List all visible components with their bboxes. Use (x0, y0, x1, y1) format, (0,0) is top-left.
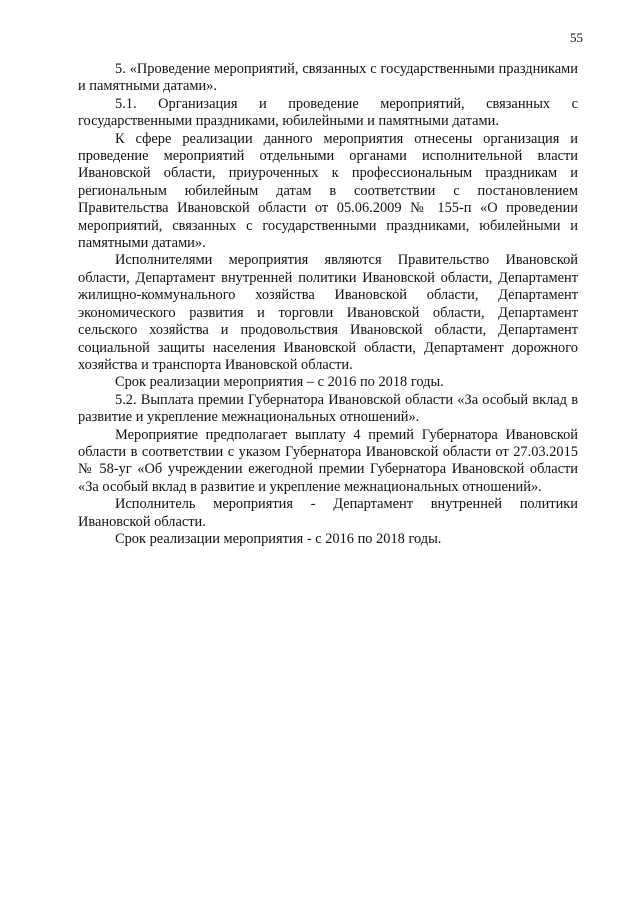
paragraph-executors: Исполнителями мероприятия являются Правительство Ивановской области, Департамент внутренней политики Ивановской области, Департамент жилищно-коммунального хозяйства Ивановской области, Департамент экономического развития и торговли Ивановской области, Департамент сельского хозяйства и продовольствия Ивановской области, Департамент социальной защиты населения Ивановской области, Департамент дорожного хозяйства и транспорта Ивановской области. (78, 252, 578, 373)
document-body (78, 61, 578, 548)
paragraph-term-2: Срок реализации мероприятия - с 2016 по 2018 годы. (115, 530, 442, 547)
paragraph-term-1: Срок реализации мероприятия – с 2016 по 2018 годы. (115, 374, 444, 391)
section-5-heading: 5. «Проведение мероприятий, связанных с государственными праздниками и памятными датами». (78, 61, 578, 95)
subsection-5-2-heading: 5.2. Выплата премии Губернатора Ивановской области «За особый вклад в развитие и укрепление межнациональных отношений». (78, 391, 578, 426)
subsection-5-1-heading: 5.1. Организация и проведение мероприятий, связанных с государственными праздниками, юбилейными и памятными датами. (78, 95, 578, 130)
paragraph-scope: К сфере реализации данного мероприятия отнесены организация и проведение мероприятий отдельными органами исполнительной власти Ивановской области, приуроченных к профессиональным праздникам и региональным юбилейным датам в соответствии с постановлением Правительства Ивановской области от 05.06.2009 № 155-п «О проведении мероприятий, связанных с государственными праздниками, юбилейными и памятными датами». (78, 130, 578, 252)
paragraph-executor: Исполнитель мероприятия - Департамент внутренней политики Ивановской области. (78, 496, 578, 530)
paragraph-award: Мероприятие предполагает выплату 4 премий Губернатора Ивановской области в соответствии с указом Губернатора Ивановской области от 27.03.2015 № 58-уг «Об учреждении ежегодной премии Губернатора Ивановской области «За особый вклад в развитие и укрепление межнациональных отношений». (78, 426, 578, 495)
page-number: 55 (570, 30, 583, 45)
